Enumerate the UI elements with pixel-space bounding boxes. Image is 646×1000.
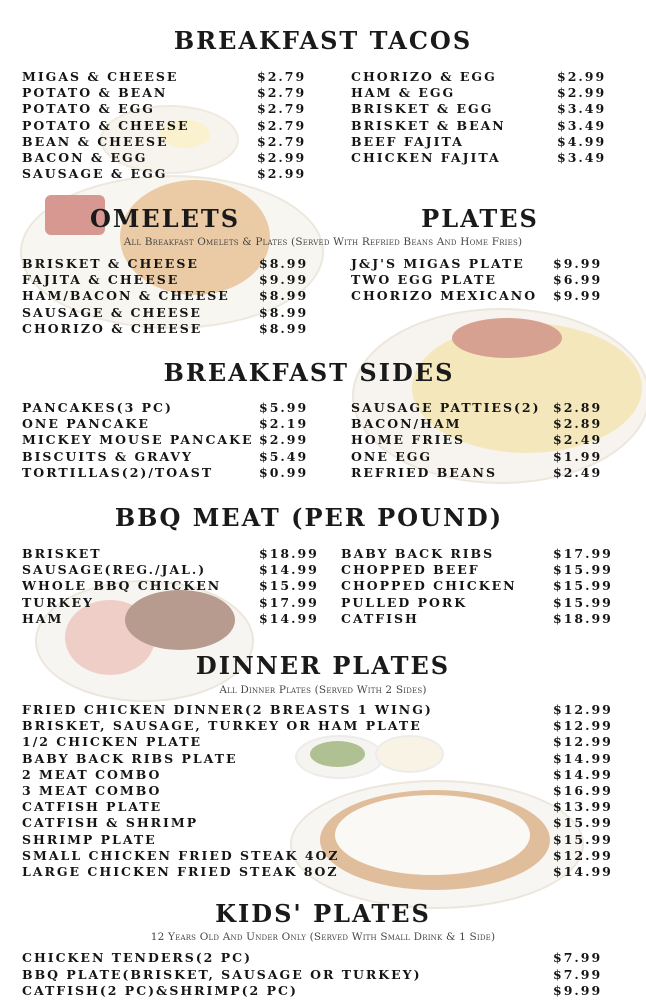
menu-item-name: TWO EGG PLATE	[351, 272, 497, 288]
menu-item-price: $9.99	[553, 288, 603, 304]
omelets-title: OMELETS	[89, 204, 241, 233]
menu-item-price: $5.99	[259, 400, 309, 415]
menu-item-price: $17.99	[259, 594, 319, 610]
menu-item-name: FRIED CHICKEN DINNER(2 BREASTS 1 WING)	[22, 702, 433, 717]
menu-item-price: $13.99	[553, 799, 613, 815]
menu-item-price: $9.99	[259, 272, 309, 288]
menu-item-name: J&J'S MIGAS PLATE	[351, 256, 525, 271]
menu-item-name: SAUSAGE(REG./JAL.)	[22, 562, 207, 578]
menu-item-name: BACON & EGG	[22, 150, 148, 165]
menu-item-price: $17.99	[553, 546, 613, 561]
bbq-meat-title: BBQ MEAT (PER POUND)	[114, 503, 504, 532]
menu-item-name: POTATO & BEAN	[22, 85, 168, 101]
menu-item-price: $14.99	[553, 864, 613, 879]
menu-item-price: $2.79	[257, 117, 307, 133]
menu-item-name: MICKEY MOUSE PANCAKE	[22, 432, 254, 448]
menu-item-name: BRISKET & CHEESE	[22, 256, 199, 271]
menu-item-price: $7.99	[553, 966, 603, 982]
menu-item-name: CHORIZO & EGG	[351, 69, 497, 84]
menu-item-price: $7.99	[553, 950, 603, 965]
menu-item-price: $3.49	[557, 117, 607, 133]
menu-item-name: HAM & EGG	[351, 85, 456, 101]
menu-item-price: $0.99	[259, 464, 309, 480]
menu-item-price: $2.89	[553, 416, 603, 432]
menu-item-name: CATFISH & SHRIMP	[22, 815, 199, 831]
menu-item-price: $2.79	[257, 85, 307, 101]
menu-item-name: CATFISH(2 PC)&SHRIMP(2 PC)	[22, 983, 298, 998]
kids-plates-note: 12 Years Old And Under Only (Served With Small Drink & 1 Side)	[150, 931, 496, 943]
menu-item-price: $18.99	[259, 546, 319, 561]
menu-item-price: $2.79	[257, 69, 307, 84]
menu-item-price: $14.99	[259, 610, 319, 626]
menu-item-name: MIGAS & CHEESE	[22, 69, 179, 84]
menu-item-price: $2.99	[259, 432, 309, 448]
menu-item-name: SMALL CHICKEN FRIED STEAK 4OZ	[22, 847, 340, 863]
menu-item-name: CHORIZO MEXICANO	[351, 288, 538, 304]
breakfast-sides-title: BREAKFAST SIDES	[163, 358, 455, 387]
menu-item-price: $12.99	[553, 718, 613, 734]
menu-item-name: HOME FRIES	[351, 432, 466, 448]
menu-item-name: POTATO & EGG	[22, 101, 155, 117]
menu-item-name: 2 MEAT COMBO	[22, 766, 162, 782]
plates-title: PLATES	[421, 204, 539, 233]
menu-item-price: $8.99	[259, 320, 309, 336]
menu-item-name: PULLED PORK	[341, 594, 468, 610]
menu-item-price: $15.99	[553, 831, 613, 847]
breakfast-tacos-title: BREAKFAST TACOS	[173, 26, 473, 55]
menu-item-name: CHOPPED BEEF	[341, 562, 480, 578]
menu-item-name: BRISKET & EGG	[351, 101, 494, 117]
dinner-plates-note: All Dinner Plates (Served With 2 Sides)	[219, 684, 427, 696]
menu-item-name: BABY BACK RIBS PLATE	[22, 750, 238, 766]
menu-item-name: POTATO & CHEESE	[22, 117, 190, 133]
kids-plates-title: KIDS' PLATES	[215, 899, 431, 928]
menu-item-name: TORTILLAS(2)/TOAST	[22, 464, 214, 480]
menu-item-price: $15.99	[553, 594, 613, 610]
menu-item-price: $18.99	[553, 610, 613, 626]
menu-item-name: BRISKET, SAUSAGE, TURKEY OR HAM PLATE	[22, 718, 422, 734]
menu-item-price: $14.99	[553, 766, 613, 782]
menu-item-name: SAUSAGE & EGG	[22, 166, 168, 182]
menu-item-price: $2.99	[257, 150, 307, 165]
menu-item-name: ONE PANCAKE	[22, 416, 150, 432]
menu-item-price: $6.99	[553, 272, 603, 288]
menu-item-name: BEAN & CHEESE	[22, 133, 169, 149]
menu-item-price: $14.99	[553, 750, 613, 766]
menu-item-price: $2.49	[553, 464, 603, 480]
menu-item-name: CHORIZO & CHEESE	[22, 320, 203, 336]
menu-item-price: $2.99	[557, 85, 607, 101]
menu-item-name: SHRIMP PLATE	[22, 831, 157, 847]
menu-item-name: SAUSAGE PATTIES(2)	[351, 400, 541, 415]
menu-item-price: $15.99	[553, 815, 613, 831]
menu-item-name: CATFISH	[341, 610, 419, 626]
menu-item-name: REFRIED BEANS	[351, 464, 497, 480]
menu-item-name: TURKEY	[22, 594, 94, 610]
menu-item-name: FAJITA & CHEESE	[22, 272, 180, 288]
menu-item-price: $2.49	[553, 432, 603, 448]
menu-item-price: $15.99	[553, 562, 613, 578]
menu-item-price: $9.99	[553, 983, 603, 998]
menu-item-price: $1.99	[553, 448, 603, 464]
menu-item-price: $12.99	[553, 702, 613, 717]
menu-item-price: $3.49	[557, 150, 607, 165]
menu-item-name: SAUSAGE & CHEESE	[22, 304, 202, 320]
menu-item-price: $2.99	[257, 166, 307, 182]
menu-item-price: $12.99	[553, 734, 613, 750]
menu-item-name: BBQ PLATE(BRISKET, SAUSAGE OR TURKEY)	[22, 966, 422, 982]
menu-item-price: $2.19	[259, 416, 309, 432]
menu-item-price: $2.79	[257, 101, 307, 117]
menu-item-name: CATFISH PLATE	[22, 799, 163, 815]
menu-item-price: $15.99	[259, 578, 319, 594]
menu-item-name: BRISKET	[22, 546, 102, 561]
menu-item-name: BABY BACK RIBS	[341, 546, 495, 561]
menu-item-price: $5.49	[259, 448, 309, 464]
menu-item-price: $16.99	[553, 783, 613, 798]
menu-item-name: WHOLE BBQ CHICKEN	[22, 578, 222, 594]
menu-item-name: BACON/HAM	[351, 416, 462, 432]
menu-item-name: BISCUITS & GRAVY	[22, 448, 193, 464]
dinner-plates-title: DINNER PLATES	[195, 651, 451, 680]
menu-item-name: LARGE CHICKEN FRIED STEAK 8OZ	[22, 864, 339, 879]
menu-item-name: ONE EGG	[351, 448, 433, 464]
menu-item-name: HAM	[22, 610, 64, 626]
menu-item-price: $9.99	[553, 256, 603, 271]
menu-item-price: $8.99	[259, 288, 309, 304]
menu-item-name: CHICKEN TENDERS(2 PC)	[22, 950, 252, 965]
menu-item-price: $2.89	[553, 400, 603, 415]
menu-item-name: 1/2 CHICKEN PLATE	[22, 734, 203, 750]
menu-item-name: BEEF FAJITA	[351, 133, 464, 149]
menu-item-price: $8.99	[259, 256, 309, 271]
menu-item-name: HAM/BACON & CHEESE	[22, 288, 230, 304]
menu-item-price: $14.99	[259, 562, 319, 578]
menu-item-name: CHOPPED CHICKEN	[341, 578, 517, 594]
menu-item-price: $8.99	[259, 304, 309, 320]
menu-item-price: $4.99	[557, 133, 607, 149]
omelets-plates-note: All Breakfast Omelets & Plates (Served With Refried Beans And Home Fries)	[123, 236, 523, 248]
menu-item-name: CHICKEN FAJITA	[351, 150, 501, 165]
menu-item-name: 3 MEAT COMBO	[22, 783, 162, 798]
menu-item-price: $2.99	[557, 69, 607, 84]
menu-item-name: BRISKET & BEAN	[351, 117, 506, 133]
menu-item-price: $15.99	[553, 578, 613, 594]
menu-item-price: $12.99	[553, 847, 613, 863]
menu-item-name: PANCAKES(3 PC)	[22, 400, 173, 415]
menu-item-price: $3.49	[557, 101, 607, 117]
menu-item-price: $2.79	[257, 133, 307, 149]
